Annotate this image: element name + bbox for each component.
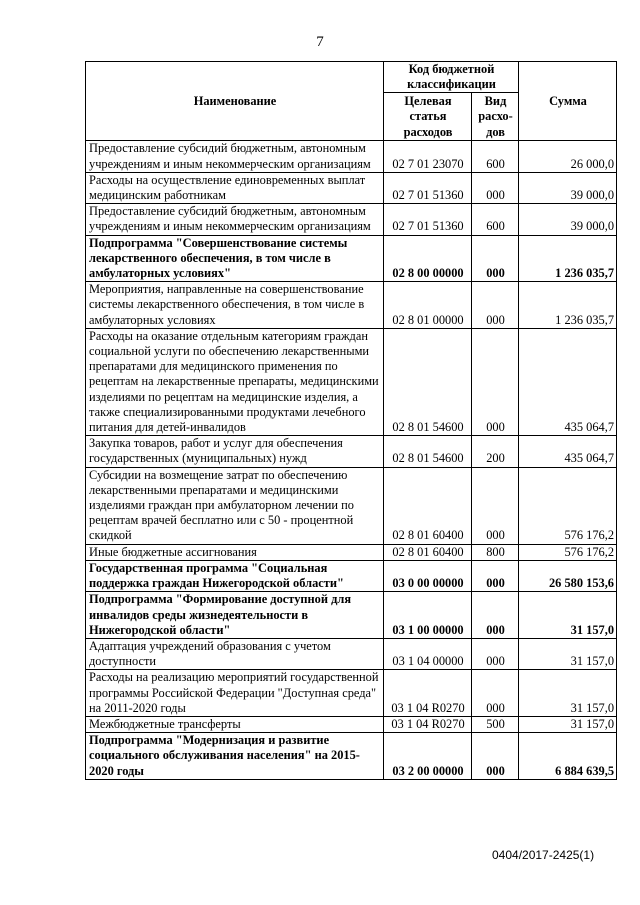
row-expense-kind: 000 [472, 467, 519, 544]
row-sum: 435 064,7 [519, 328, 617, 435]
table-row [86, 733, 617, 780]
row-sum: 576 176,2 [519, 544, 617, 560]
row-sum: 6 884 639,5 [519, 733, 617, 780]
row-expense-kind: 600 [472, 141, 519, 172]
row-expense-kind: 000 [472, 670, 519, 717]
row-sum: 39 000,0 [519, 204, 617, 235]
row-target-article: 02 8 01 60400 [384, 544, 472, 560]
row-name: Предоставление субсидий бюджетным, автономным учреждениям и иным некоммерческим организациям [86, 141, 384, 172]
row-target-article: 03 1 00 00000 [384, 592, 472, 639]
row-expense-kind: 000 [472, 235, 519, 282]
header-expense-kind: Вид расхо-дов [472, 93, 519, 141]
row-target-article: 02 8 01 54600 [384, 436, 472, 467]
row-expense-kind: 000 [472, 282, 519, 329]
table-row [86, 670, 617, 717]
table-row [86, 282, 617, 329]
header-classification: Код бюджетной классификации [384, 62, 519, 93]
table-row [86, 204, 617, 235]
table-row [86, 638, 617, 669]
row-target-article: 02 8 01 00000 [384, 282, 472, 329]
table-row [86, 592, 617, 639]
table-row [86, 544, 617, 560]
row-name: Расходы на реализацию мероприятий государственной программы Российской Федерации "Доступная среда" на 2011-2020 годы [86, 670, 384, 717]
row-target-article: 03 1 04 R0270 [384, 670, 472, 717]
row-expense-kind: 000 [472, 560, 519, 591]
row-target-article: 03 1 04 R0270 [384, 716, 472, 732]
table-row [86, 328, 617, 435]
row-name: Адаптация учреждений образования с учетом доступности [86, 638, 384, 669]
row-name: Иные бюджетные ассигнования [86, 544, 384, 560]
table-row [86, 436, 617, 467]
row-name: Подпрограмма "Совершенствование системы лекарственного обеспечения, в том числе в амбулаторных условиях" [86, 235, 384, 282]
row-sum: 31 157,0 [519, 592, 617, 639]
row-expense-kind: 000 [472, 733, 519, 780]
row-name: Предоставление субсидий бюджетным, автономным учреждениям и иным некоммерческим организациям [86, 204, 384, 235]
row-name: Мероприятия, направленные на совершенствование системы лекарственного обеспечения, в том числе в амбулаторных условиях [86, 282, 384, 329]
row-target-article: 02 8 00 00000 [384, 235, 472, 282]
row-sum: 39 000,0 [519, 172, 617, 203]
row-name: Подпрограмма "Модернизация и развитие социального обслуживания населения" на 2015-2020 годы [86, 733, 384, 780]
row-target-article: 02 8 01 54600 [384, 328, 472, 435]
row-name: Расходы на осуществление единовременных выплат медицинским работникам [86, 172, 384, 203]
row-target-article: 02 7 01 51360 [384, 204, 472, 235]
row-name: Субсидии на возмещение затрат по обеспечению лекарственными препаратами и медицинскими изделиями граждан при амбулаторном лечении по рецептам врачей бесплатно или с 50 - процентной скидкой [86, 467, 384, 544]
header-name: Наименование [86, 62, 384, 141]
row-expense-kind: 500 [472, 716, 519, 732]
row-expense-kind: 000 [472, 328, 519, 435]
header-sum: Сумма [519, 62, 617, 141]
page-number: 7 [316, 34, 324, 50]
row-name: Межбюджетные трансферты [86, 716, 384, 732]
table-row [86, 467, 617, 544]
row-sum: 26 000,0 [519, 141, 617, 172]
row-expense-kind: 800 [472, 544, 519, 560]
row-target-article: 03 2 00 00000 [384, 733, 472, 780]
row-sum: 31 157,0 [519, 670, 617, 717]
table-row [86, 141, 617, 172]
row-sum: 1 236 035,7 [519, 235, 617, 282]
row-sum: 435 064,7 [519, 436, 617, 467]
table-row [86, 235, 617, 282]
row-name: Государственная программа "Социальная поддержка граждан Нижегородской области" [86, 560, 384, 591]
budget-table [85, 61, 617, 780]
budget-table-body [86, 141, 617, 779]
row-expense-kind: 200 [472, 436, 519, 467]
row-sum: 31 157,0 [519, 716, 617, 732]
row-expense-kind: 000 [472, 638, 519, 669]
row-expense-kind: 000 [472, 592, 519, 639]
row-name: Закупка товаров, работ и услуг для обеспечения государственных (муниципальных) нужд [86, 436, 384, 467]
row-sum: 31 157,0 [519, 638, 617, 669]
row-name: Расходы на оказание отдельным категориям граждан социальной услуги по обеспечению лекарственными препаратами для медицинского применения по рецептам на лекарственные препараты, медицинскими изделиями по рецептам на медицинские изделия, а также специализированными продуктами лечебного питания для детей-инвалидов [86, 328, 384, 435]
row-sum: 26 580 153,6 [519, 560, 617, 591]
table-row [86, 716, 617, 732]
row-target-article: 03 0 00 00000 [384, 560, 472, 591]
row-target-article: 02 8 01 60400 [384, 467, 472, 544]
row-expense-kind: 600 [472, 204, 519, 235]
row-target-article: 03 1 04 00000 [384, 638, 472, 669]
row-target-article: 02 7 01 23070 [384, 141, 472, 172]
row-sum: 1 236 035,7 [519, 282, 617, 329]
table-row [86, 560, 617, 591]
header-target-article: Целевая статья расходов [384, 93, 472, 141]
row-name: Подпрограмма "Формирование доступной для инвалидов среды жизнедеятельности в Нижегородской области" [86, 592, 384, 639]
row-sum: 576 176,2 [519, 467, 617, 544]
table-row [86, 172, 617, 203]
row-expense-kind: 000 [472, 172, 519, 203]
row-target-article: 02 7 01 51360 [384, 172, 472, 203]
document-code: 0404/2017-2425(1) [492, 848, 595, 862]
